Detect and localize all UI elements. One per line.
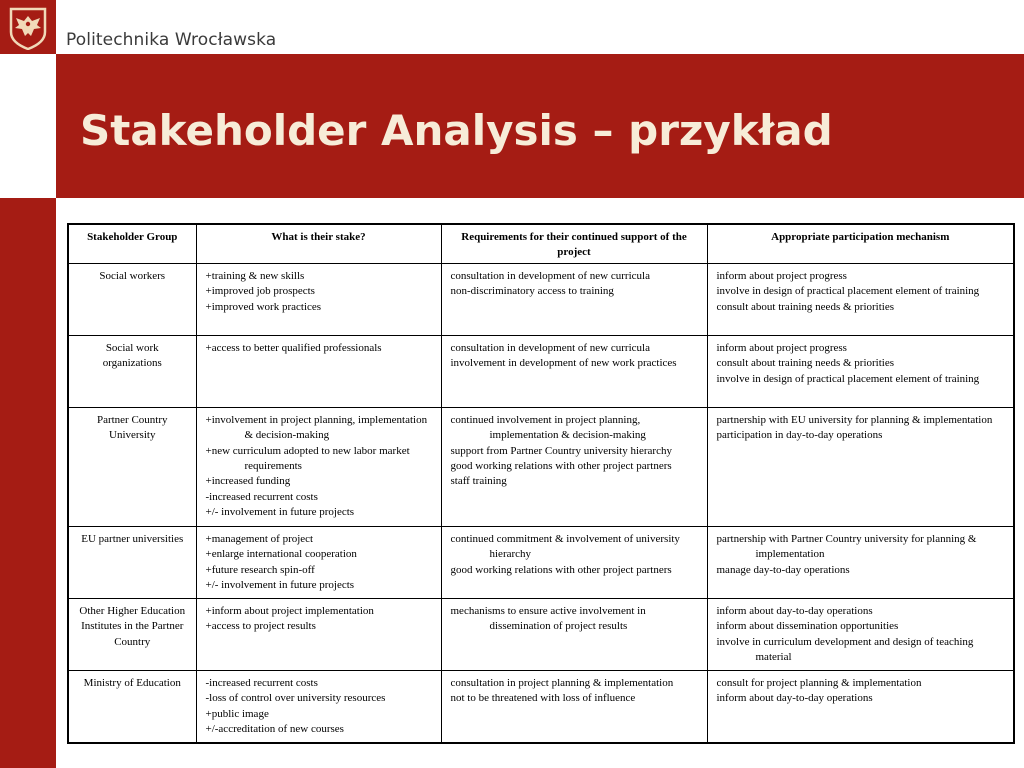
- mechanism-cell: [707, 335, 1014, 407]
- cell-line: participation in day-to-day operations: [716, 429, 883, 442]
- stake-cell: [196, 526, 441, 598]
- stake-cell: [196, 407, 441, 526]
- left-accent-bar: [0, 198, 56, 768]
- cell-line: consult for project planning & implementation: [716, 676, 922, 689]
- requirements-cell: [441, 670, 707, 743]
- cell-line: +access to better qualified professionals: [205, 341, 382, 354]
- stakeholder-group-cell: Other Higher Education Institutes in the Partner Country: [68, 598, 196, 670]
- mechanism-cell: [707, 598, 1014, 670]
- cell-line: consultation in project planning & implementation: [450, 676, 674, 689]
- stakeholder-group-cell: EU partner universities: [68, 526, 196, 598]
- cell-line: continued commitment & involvement of university hierarchy: [450, 532, 680, 561]
- table-row: [68, 670, 1014, 743]
- cell-line: consultation in development of new curricula: [450, 269, 650, 282]
- cell-line: +/- involvement in future projects: [205, 579, 355, 592]
- cell-line: +involvement in project planning, implementation & decision-making: [205, 413, 428, 442]
- cell-line: -loss of control over university resources: [205, 692, 386, 705]
- cell-line: +public image: [205, 707, 269, 720]
- mechanism-cell: [707, 407, 1014, 526]
- header-mechanism: Appropriate participation mechanism: [707, 224, 1014, 263]
- university-logo: [0, 0, 56, 54]
- mechanism-cell: [707, 526, 1014, 598]
- cell-line: +/-accreditation of new courses: [205, 723, 344, 736]
- cell-line: +improved work practices: [205, 300, 322, 313]
- cell-line: +increased funding: [205, 475, 291, 488]
- cell-line: +access to project results: [205, 620, 316, 633]
- requirements-cell: [441, 263, 707, 335]
- cell-line: involve in design of practical placement element of training: [716, 372, 980, 385]
- table-row: [68, 263, 1014, 335]
- cell-line: manage day-to-day operations: [716, 563, 850, 576]
- cell-line: +training & new skills: [205, 269, 305, 282]
- header-requirements: Requirements for their continued support of the project: [441, 224, 707, 263]
- cell-line: +improved job prospects: [205, 285, 315, 298]
- cell-line: inform about project progress: [716, 269, 847, 282]
- cell-line: involve in curriculum development and design of teaching material: [716, 635, 974, 664]
- requirements-cell: [441, 598, 707, 670]
- table-row: [68, 598, 1014, 670]
- cell-line: +enlarge international cooperation: [205, 548, 357, 561]
- cell-line: support from Partner Country university hierarchy: [450, 444, 672, 457]
- cell-line: involvement in development of new work practices: [450, 357, 677, 370]
- mechanism-cell: [707, 263, 1014, 335]
- cell-line: consultation in development of new curricula: [450, 341, 650, 354]
- stakeholder-group-cell: Social work organizations: [68, 335, 196, 407]
- cell-line: -increased recurrent costs: [205, 676, 318, 689]
- stakeholder-group-cell: Ministry of Education: [68, 670, 196, 743]
- cell-line: consult about training needs & priorities: [716, 357, 894, 370]
- cell-line: inform about dissemination opportunities: [716, 620, 899, 633]
- slide-title: Stakeholder Analysis – przykład: [80, 106, 833, 155]
- cell-line: +new curriculum adopted to new labor market requirements: [205, 444, 410, 473]
- cell-line: mechanisms to ensure active involvement in dissemination of project results: [450, 604, 646, 633]
- table-header-row: [68, 224, 1014, 263]
- university-name: Politechnika Wrocławska: [66, 30, 277, 50]
- table-row: [68, 526, 1014, 598]
- cell-line: continued involvement in project planning, implementation & decision-making: [450, 413, 646, 442]
- cell-line: involve in design of practical placement element of training: [716, 285, 980, 298]
- stakeholder-group-cell: Social workers: [68, 263, 196, 335]
- stake-cell: [196, 598, 441, 670]
- cell-line: consult about training needs & priorities: [716, 300, 894, 313]
- stakeholder-group-cell: Partner Country University: [68, 407, 196, 526]
- cell-line: inform about project progress: [716, 341, 847, 354]
- cell-line: partnership with EU university for planning & implementation: [716, 413, 993, 426]
- header-stake: What is their stake?: [196, 224, 441, 263]
- cell-line: staff training: [450, 475, 507, 488]
- cell-line: good working relations with other project partners: [450, 460, 672, 473]
- cell-line: +future research spin-off: [205, 563, 315, 576]
- stake-cell: [196, 670, 441, 743]
- title-band: [56, 54, 1024, 198]
- cell-line: inform about day-to-day operations: [716, 604, 873, 617]
- cell-line: good working relations with other project partners: [450, 563, 672, 576]
- cell-line: not to be threatened with loss of influence: [450, 692, 636, 705]
- eagle-shield-icon: [8, 6, 48, 50]
- requirements-cell: [441, 407, 707, 526]
- requirements-cell: [441, 335, 707, 407]
- requirements-cell: [441, 526, 707, 598]
- stake-cell: [196, 335, 441, 407]
- cell-line: non-discriminatory access to training: [450, 285, 614, 298]
- cell-line: inform about day-to-day operations: [716, 692, 873, 705]
- header: [0, 0, 1024, 54]
- header-stakeholder-group: Stakeholder Group: [68, 224, 196, 263]
- mechanism-cell: [707, 670, 1014, 743]
- table-row: [68, 407, 1014, 526]
- cell-line: partnership with Partner Country university for planning & implementation: [716, 532, 977, 561]
- cell-line: +/- involvement in future projects: [205, 506, 355, 519]
- stakeholder-table: [67, 223, 1015, 744]
- table-row: [68, 335, 1014, 407]
- stake-cell: [196, 263, 441, 335]
- cell-line: +management of project: [205, 532, 314, 545]
- cell-line: -increased recurrent costs: [205, 490, 318, 503]
- cell-line: +inform about project implementation: [205, 604, 374, 617]
